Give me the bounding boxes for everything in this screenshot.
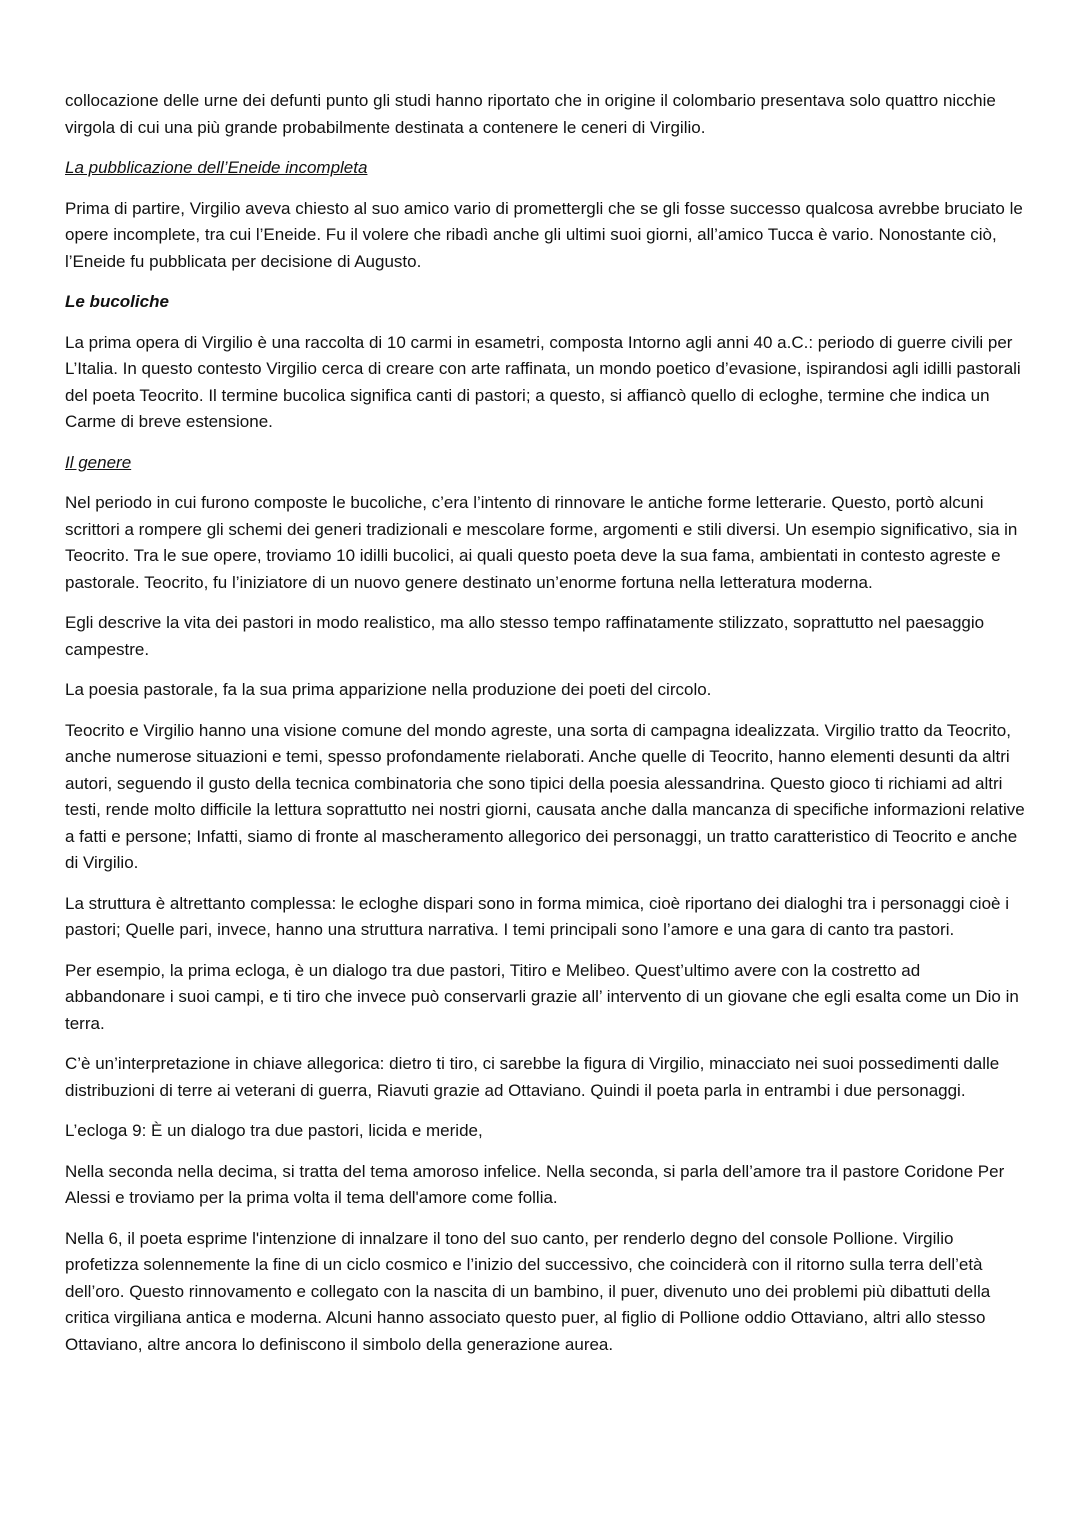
paragraph-bucoliche: La prima opera di Virgilio è una raccolta di 10 carmi in esametri, composta Intorno agli anni 40 a.C.: periodo di guerre civili per L’Italia. In questo contesto Virgilio cerca di creare con arte raffinata, un mondo poetico d’evasione, ispirandosi agli idilli pastorali del poeta Teocrito. Il termine bucolica significa canti di pastori; a questo, si affiancò quello di ecloghe, termine che indica un Carme di breve estensione.: [65, 332, 1021, 431]
paragraph-esempio: Per esempio, la prima ecloga, è un dialogo tra due pastori, Titiro e Melibeo. Quest’ultimo avere con la costretto ad abbandonare i suoi campi, e ti tiro che invece può conservarli grazie all’ intervento di un giovane che egli esalta come un Dio in terra.: [65, 960, 1019, 1033]
heading-bucoliche: Le bucoliche: [65, 292, 169, 311]
paragraph-genere-1: Nel periodo in cui furono composte le bucoliche, c’era l’intento di rinnovare le antiche forme letterarie. Questo, portò alcuni scrittori a rompere gli schemi dei generi tradizionali e mescolare forme, argomenti e stili diversi. Un esempio significativo, sia in Teocrito. Tra le sue opere, troviamo 10 idilli bucolici, ai quali questo poeta deve la sua fama, ambientati in contesto agreste e pastorale. Teocrito, fu l’iniziatore di un nuovo genere destinato un’enorme fortuna nella letteratura moderna.: [65, 493, 1018, 592]
paragraph-sesta: Nella 6, il poeta esprime l'intenzione di innalzare il tono del suo canto, per renderlo degno del console Pollione. Virgilio profetizza solennemente la fine di un ciclo cosmico e l’inizio del successivo, che coinciderà con il ritorno sulla terra dell’età dell’oro. Questo rinnovamento e collegato con la nascita di un bambino, il puer, divenuto uno dei problemi più dibattuti della critica virgiliana antica e moderna. Alcuni hanno associato questo puer, al figlio di Pollione oddio Ottaviano, altri allo stesso Ottaviano, altre ancora lo definiscono il simbolo della generazione aurea.: [65, 1228, 991, 1354]
paragraph-allegoria: C’è un’interpretazione in chiave allegorica: dietro ti tiro, ci sarebbe la figura di Virgilio, minacciato nei suoi possedimenti dalle distribuzioni di terre ai veterani di guerra, Riavuti grazie ad Ottaviano. Quindi il poeta parla in entrambi i due personaggi.: [65, 1054, 1000, 1100]
paragraph-seconda: Nella seconda nella decima, si tratta del tema amoroso infelice. Nella seconda, si parla dell’amore tra il pastore Coridone Per Alessi e troviamo per la prima volta il tema dell'amore come follia.: [65, 1161, 1005, 1207]
paragraph-pubblicazione: Prima di partire, Virgilio aveva chiesto al suo amico vario di promettergli che se gli fosse successo qualcosa avrebbe bruciato le opere incomplete, tra cui l’Eneide. Fu il volere che ribadì anche gli ultimi suoi giorni, all’amico Tucca è vario. Nonostante ciò, l’Eneide fu pubblicata per decisione di Augusto.: [65, 198, 1023, 271]
paragraph-intro: collocazione delle urne dei defunti punto gli studi hanno riportato che in origine il colombario presentava solo quattro nicchie virgola di cui una più grande probabilmente destinata a contenere le ceneri di Virgilio.: [65, 91, 996, 137]
heading-genere: Il genere: [65, 452, 132, 472]
heading-pubblicazione: La pubblicazione dell’Eneide incompleta: [65, 158, 368, 177]
paragraph-genere-3: La poesia pastorale, fa la sua prima apparizione nella produzione dei poeti del circolo.: [65, 680, 712, 699]
paragraph-ecloga-9: L’ecloga 9: È un dialogo tra due pastori, licida e meride,: [65, 1121, 483, 1140]
document-page: [65, 88, 1025, 1372]
paragraph-genere-4: Teocrito e Virgilio hanno una visione comune del mondo agreste, una sorta di campagna idealizzata. Virgilio tratto da Teocrito, anche numerose situazioni e temi, spesso profondamente rielaborati. Anche quelle di Teocrito, hanno elementi desunti da altri autori, seguendo il gusto della tecnica combinatoria che sono tipici della poesia alessandrina. Questo gioco ti richiami ad altri testi, rende molto difficile la lettura soprattutto nei nostri giorni, causata anche dalla mancanza di specifiche informazioni relative a fatti e persone; Infatti, siamo di fronte al mascheramento allegorico dei personaggi, un tratto caratteristico di Teocrito e anche di Virgilio.: [65, 720, 1025, 872]
paragraph-genere-2: Egli descrive la vita dei pastori in modo realistico, ma allo stesso tempo raffinatamente stilizzato, soprattutto nel paesaggio campestre.: [65, 613, 985, 659]
paragraph-struttura: La struttura è altrettanto complessa: le ecloghe dispari sono in forma mimica, cioè riportano dei dialoghi tra i personaggi cioè i pastori; Quelle pari, invece, hanno una struttura narrativa. I temi principali sono l’amore e una gara di canto tra pastori.: [65, 893, 1009, 939]
